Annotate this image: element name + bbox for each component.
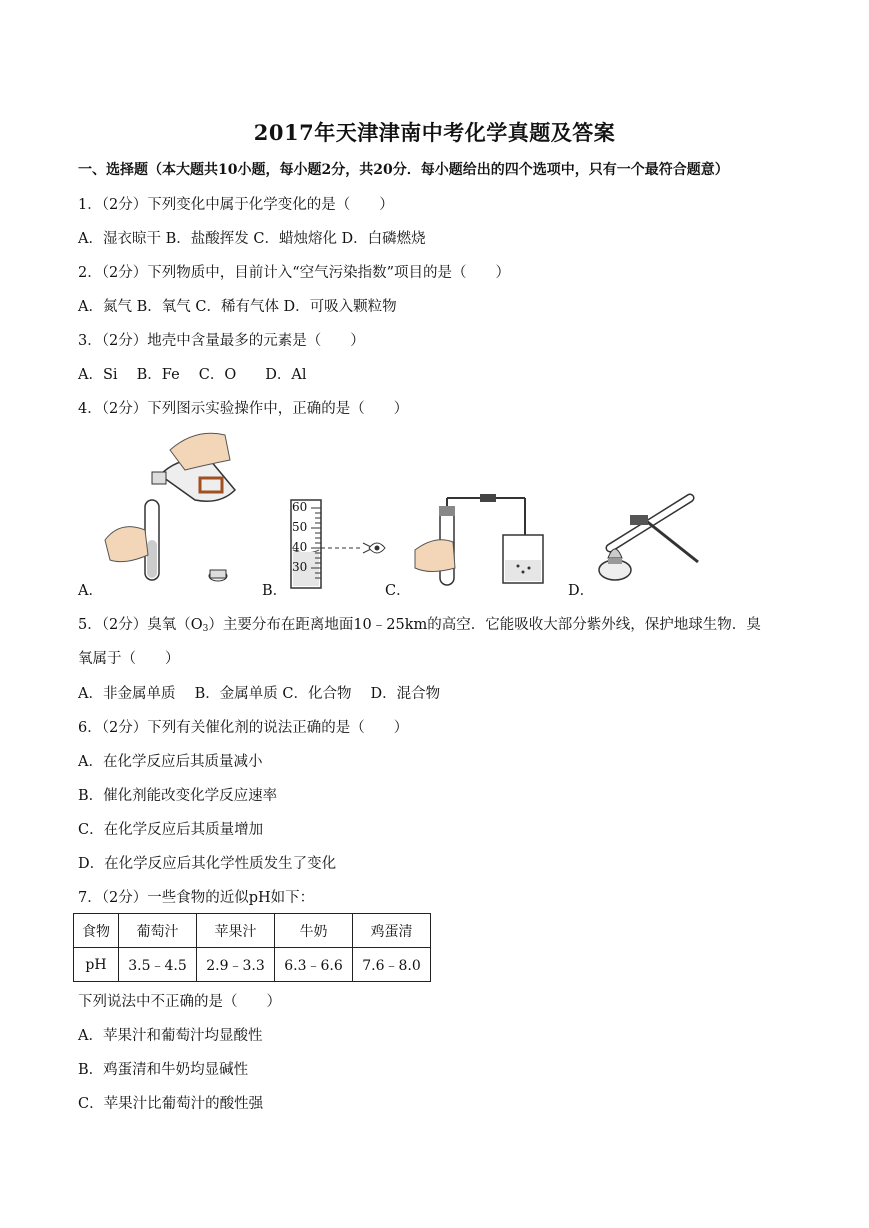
q6-option-d: D．在化学反应后其化学性质发生了变化 <box>78 856 337 872</box>
q7-option-b: B．鸡蛋清和牛奶均显碱性 <box>78 1062 249 1078</box>
q6-option-a: A．在化学反应后其质量减小 <box>78 754 263 770</box>
table-cell: 食物 <box>74 914 119 948</box>
table-cell: 2.9﹣3.3 <box>197 948 275 982</box>
q7-question: 下列说法中不正确的是（ ） <box>78 994 281 1010</box>
q2-stem: 2．（2分）下列物质中，目前计入“空气污染指数”项目的是（ ） <box>78 265 511 281</box>
q5-stem-post: ）主要分布在距离地面10﹣25km的高空．它能吸收大部分紫外线，保护地球生物．臭 <box>208 617 761 633</box>
table-cell: 3.5﹣4.5 <box>119 948 197 982</box>
table-cell: 牛奶 <box>275 914 353 948</box>
q5-options: A．非金属单质 B．金属单质 C．化合物 D．混合物 <box>78 686 441 702</box>
q6-option-b: B．催化剂能改变化学反应速率 <box>78 788 278 804</box>
q4-label-c: C． <box>385 583 411 599</box>
cylinder-tick-40: 40 <box>292 540 308 554</box>
q7-stem: 7．（2分）一些食物的近似pH如下： <box>78 890 315 906</box>
page-title: 2017年天津津南中考化学真题及答案 <box>253 120 616 145</box>
q5-stem-pre: 5．（2分）臭氧（O <box>78 617 203 633</box>
q7-option-a: A．苹果汁和葡萄汁均显酸性 <box>78 1028 263 1044</box>
q4-stem: 4．（2分）下列图示实验操作中，正确的是（ ） <box>78 401 409 417</box>
figure-d-heating-illustration <box>590 490 710 590</box>
q2-options: A．氮气 B．氧气 C．稀有气体 D．可吸入颗粒物 <box>78 299 397 315</box>
q1-options: A．湿衣晾干 B．盐酸挥发 C．蜡烛熔化 D．白磷燃烧 <box>78 231 426 247</box>
table-cell: 苹果汁 <box>197 914 275 948</box>
q3-options: A．Si B．Fe C．O D．Al <box>78 367 307 383</box>
figure-a-pouring-illustration <box>100 430 250 590</box>
q6-option-c: C．在化学反应后其质量增加 <box>78 822 264 838</box>
cylinder-tick-50: 50 <box>292 520 308 534</box>
table-cell: 葡萄汁 <box>119 914 197 948</box>
q5-stem-subscript: 3 <box>202 624 209 634</box>
q4-label-a: A． <box>78 583 103 599</box>
q5-stem <box>78 613 761 634</box>
cylinder-tick-60: 60 <box>292 500 308 514</box>
table-header-row <box>74 914 431 948</box>
cylinder-tick-30: 30 <box>292 560 308 574</box>
q3-stem: 3．（2分）地壳中含量最多的元素是（ ） <box>78 333 365 349</box>
table-cell: 7.6﹣8.0 <box>353 948 431 982</box>
section-heading: 一、选择题（本大题共10小题，每小题2分，共20分．每小题给出的四个选项中，只有一个最符合题意） <box>78 162 729 178</box>
table-cell: pH <box>74 948 119 982</box>
q5-stem-line2: 氧属于（ ） <box>78 651 180 667</box>
q4-label-d: D． <box>568 583 595 599</box>
table-row <box>74 948 431 982</box>
table-cell: 6.3﹣6.6 <box>275 948 353 982</box>
q4-label-b: B． <box>262 583 288 599</box>
q1-stem: 1．（2分）下列变化中属于化学变化的是（ ） <box>78 197 394 213</box>
q6-stem: 6．（2分）下列有关催化剂的说法正确的是（ ） <box>78 720 409 736</box>
q7-option-c: C．苹果汁比葡萄汁的酸性强 <box>78 1096 264 1112</box>
figure-c-airtightness-illustration <box>405 490 555 590</box>
ph-table <box>73 913 431 982</box>
table-cell: 鸡蛋清 <box>353 914 431 948</box>
